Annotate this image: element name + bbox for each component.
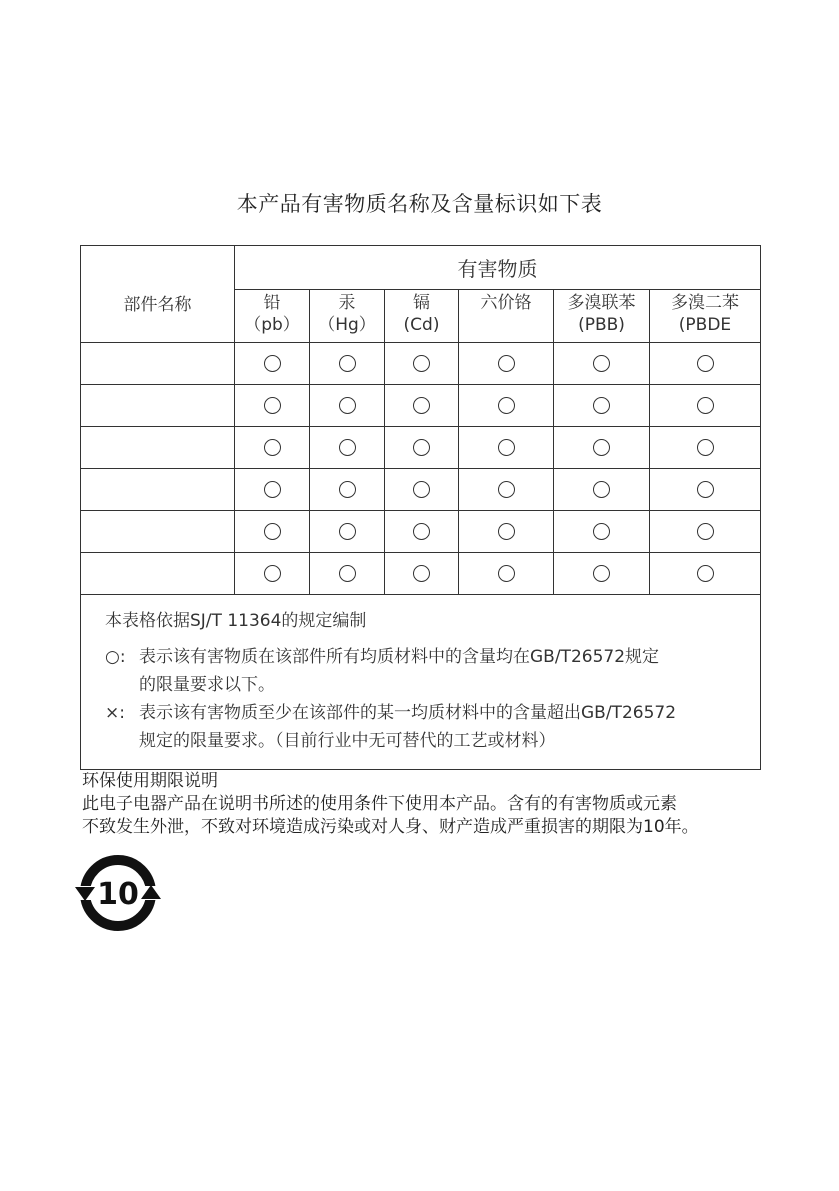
mark-cell (459, 427, 554, 469)
compliant-circle-mark (593, 565, 610, 582)
env-line-2: 不致发生外泄，不致对环境造成污染或对人身、财产造成严重损害的期限为10年。 (82, 817, 699, 837)
substance-symbol: (PBB) (578, 315, 625, 335)
compliant-circle-mark (697, 397, 714, 414)
mark-cell (385, 385, 459, 427)
mark-cell (650, 511, 761, 553)
cross-mark-desc-2: 规定的限量要求。（目前行业中无可替代的工艺或材料） (139, 731, 556, 751)
circle-mark-desc-1: 表示该有害物质在该部件所有均质材料中的含量均在GB/T26572规定 (139, 647, 660, 667)
mark-cell (235, 511, 310, 553)
mark-cell (650, 427, 761, 469)
compliant-circle-mark (593, 439, 610, 456)
hazardous-substance-table (80, 245, 761, 770)
mark-cell (385, 511, 459, 553)
compliant-circle-mark (697, 565, 714, 582)
mark-cell (310, 553, 385, 595)
compliant-circle-mark (413, 355, 430, 372)
substance-name: 汞 (338, 293, 356, 313)
page-title: 本产品有害物质名称及含量标识如下表 (236, 192, 603, 216)
table-row (81, 469, 761, 511)
compliant-circle-mark (264, 565, 281, 582)
substance-header-0 (235, 290, 310, 343)
table-row (81, 427, 761, 469)
compliant-circle-mark (697, 481, 714, 498)
compliant-circle-mark (498, 397, 515, 414)
mark-cell (459, 343, 554, 385)
part-name-cell (81, 385, 235, 427)
epup-10-logo (74, 852, 162, 934)
part-name-cell (81, 553, 235, 595)
env-heading: 环保使用期限说明 (82, 771, 218, 791)
mark-cell (235, 427, 310, 469)
substance-header-3 (459, 290, 554, 343)
substance-name: 镉 (413, 293, 430, 313)
mark-cell (310, 385, 385, 427)
compliant-circle-mark (339, 439, 356, 456)
compliant-circle-mark (498, 481, 515, 498)
mark-cell (385, 343, 459, 385)
part-name-cell (81, 469, 235, 511)
compliant-circle-mark (697, 439, 714, 456)
substance-symbol: (Cd) (403, 315, 440, 335)
compliant-circle-mark (498, 565, 515, 582)
hazardous-substance-header: 有害物质 (235, 246, 761, 290)
compliant-circle-mark (339, 397, 356, 414)
substance-name: 多溴联苯 (567, 293, 636, 313)
substance-header-5 (650, 290, 761, 343)
compliant-circle-mark (339, 523, 356, 540)
mark-cell (459, 385, 554, 427)
compliant-circle-mark (264, 481, 281, 498)
compliant-circle-mark (339, 481, 356, 498)
env-line-1: 此电子电器产品在说明书所述的使用条件下使用本产品。含有的有害物质或元素 (82, 794, 677, 814)
part-name-cell (81, 427, 235, 469)
notes-cell (81, 595, 761, 770)
env-period-section (82, 770, 782, 839)
compliant-circle-mark (697, 523, 714, 540)
compliant-circle-mark (498, 523, 515, 540)
compliant-circle-mark (264, 355, 281, 372)
mark-cell (310, 427, 385, 469)
mark-cell (235, 469, 310, 511)
substance-name: 铅 (263, 293, 281, 313)
substance-header-4 (554, 290, 650, 343)
mark-cell (554, 343, 650, 385)
mark-cell (385, 469, 459, 511)
compliant-circle-mark (593, 397, 610, 414)
mark-cell (554, 427, 650, 469)
part-name-header: 部件名称 (81, 246, 235, 343)
cross-mark-desc-1: 表示该有害物质至少在该部件的某一均质材料中的含量超出GB/T26572 (139, 703, 677, 723)
mark-cell (235, 553, 310, 595)
substance-symbol: (PBDE (678, 315, 732, 335)
substance-header-2 (385, 290, 459, 343)
mark-cell (554, 469, 650, 511)
notes-basis: 本表格依据SJ/T 11364的规定编制 (105, 611, 367, 631)
compliant-circle-mark (498, 355, 515, 372)
substance-header-1 (310, 290, 385, 343)
cross-mark-symbol: ×: (105, 703, 125, 723)
circle-mark-symbol: ○: (105, 647, 126, 667)
circle-mark-desc-2: 的限量要求以下。 (139, 675, 275, 695)
compliant-circle-mark (593, 523, 610, 540)
mark-cell (650, 553, 761, 595)
mark-cell (459, 511, 554, 553)
part-name-cell (81, 343, 235, 385)
compliant-circle-mark (593, 355, 610, 372)
mark-cell (650, 385, 761, 427)
table-row (81, 511, 761, 553)
mark-cell (235, 385, 310, 427)
mark-cell (459, 553, 554, 595)
compliant-circle-mark (339, 355, 356, 372)
mark-cell (310, 343, 385, 385)
table-row (81, 553, 761, 595)
compliant-circle-mark (498, 439, 515, 456)
compliant-circle-mark (593, 481, 610, 498)
compliant-circle-mark (413, 439, 430, 456)
compliant-circle-mark (697, 355, 714, 372)
mark-cell (650, 469, 761, 511)
mark-cell (554, 385, 650, 427)
mark-cell (385, 553, 459, 595)
mark-cell (459, 469, 554, 511)
compliant-circle-mark (413, 565, 430, 582)
mark-cell (554, 553, 650, 595)
compliant-circle-mark (339, 565, 356, 582)
mark-cell (235, 343, 310, 385)
substance-symbol: （pb） (244, 315, 300, 335)
compliant-circle-mark (413, 397, 430, 414)
table-row (81, 343, 761, 385)
mark-cell (385, 427, 459, 469)
compliant-circle-mark (413, 523, 430, 540)
table-row (81, 385, 761, 427)
compliant-circle-mark (413, 481, 430, 498)
compliant-circle-mark (264, 397, 281, 414)
compliant-circle-mark (264, 523, 281, 540)
part-name-cell (81, 511, 235, 553)
mark-cell (554, 511, 650, 553)
compliant-circle-mark (264, 439, 281, 456)
substance-symbol: （Hg） (318, 315, 376, 335)
mark-cell (310, 469, 385, 511)
mark-cell (310, 511, 385, 553)
substance-name: 多溴二苯 (671, 293, 739, 313)
logo-number: 10 (97, 877, 139, 912)
substance-name: 六价铬 (480, 293, 532, 313)
mark-cell (650, 343, 761, 385)
